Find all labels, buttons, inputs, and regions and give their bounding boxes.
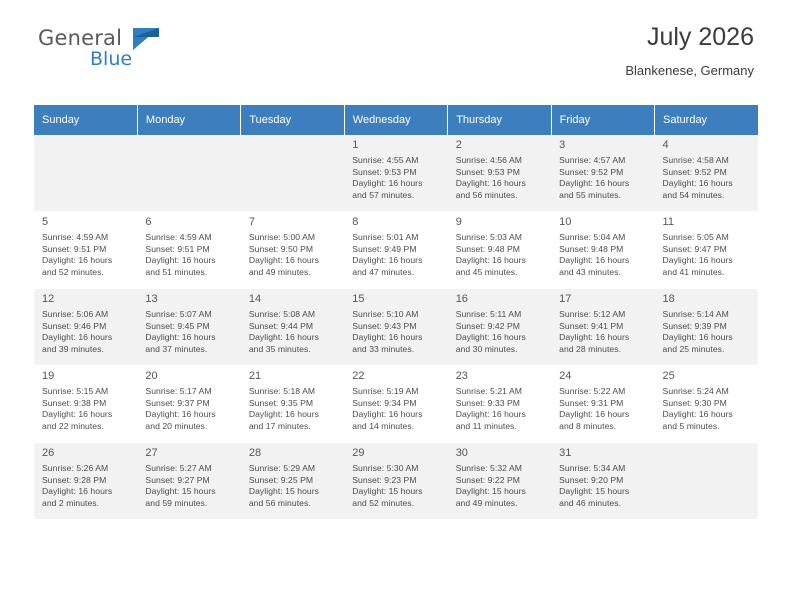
day-number: 20 bbox=[145, 370, 158, 382]
day-info-line: Sunset: 9:47 PM bbox=[662, 243, 727, 254]
calendar-day-cell bbox=[241, 443, 344, 520]
day-info-line: Sunrise: 5:17 AM bbox=[145, 386, 212, 396]
day-info-line: Sunset: 9:48 PM bbox=[559, 243, 624, 254]
day-info-line: Sunset: 9:23 PM bbox=[352, 474, 417, 485]
day-number: 10 bbox=[559, 216, 572, 228]
calendar-day-cell bbox=[137, 212, 240, 289]
day-info-line: Sunset: 9:49 PM bbox=[352, 243, 417, 254]
day-number: 25 bbox=[662, 370, 675, 382]
calendar-day-cell bbox=[344, 289, 447, 366]
day-sun-info bbox=[456, 309, 545, 355]
day-sun-info bbox=[663, 386, 752, 432]
day-info-line: Daylight: 15 hours bbox=[455, 486, 526, 497]
day-info-line: and 52 minutes. bbox=[42, 266, 104, 277]
day-number: 15 bbox=[352, 293, 365, 305]
day-info-line: Sunrise: 5:04 AM bbox=[559, 232, 626, 242]
day-sun-info bbox=[352, 463, 441, 509]
day-30 bbox=[448, 443, 551, 519]
calendar-day-cell bbox=[344, 443, 447, 520]
day-sun-info bbox=[145, 309, 234, 355]
triangle-logo-icon-secondary bbox=[133, 28, 159, 37]
calendar-day-cell bbox=[655, 366, 758, 443]
day-info-line: Sunset: 9:51 PM bbox=[42, 243, 107, 254]
day-info-line: Sunrise: 5:18 AM bbox=[248, 386, 316, 396]
day-sun-info bbox=[145, 463, 234, 509]
day-info-line: Sunrise: 4:59 AM bbox=[42, 232, 109, 242]
day-info-line: and 8 minutes. bbox=[559, 420, 617, 431]
calendar-day-cell bbox=[137, 443, 240, 520]
day-info-line: Sunrise: 5:14 AM bbox=[662, 309, 729, 319]
day-info-line: Daylight: 16 hours bbox=[559, 178, 630, 189]
calendar-day-cell bbox=[448, 443, 551, 520]
day-info-line: Sunset: 9:34 PM bbox=[352, 397, 417, 408]
day-info-line: Sunset: 9:53 PM bbox=[455, 166, 520, 177]
calendar-day-cell bbox=[655, 289, 758, 366]
day-number: 2 bbox=[455, 139, 462, 151]
day-info-line: Sunrise: 5:19 AM bbox=[352, 386, 419, 396]
day-info-line: and 22 minutes. bbox=[42, 420, 104, 431]
calendar-day-cell bbox=[551, 135, 654, 212]
day-info-line: and 54 minutes. bbox=[662, 189, 725, 200]
day-sun-info bbox=[559, 309, 648, 355]
day-info-line: Daylight: 16 hours bbox=[455, 332, 526, 343]
day-info-line: Daylight: 16 hours bbox=[248, 409, 320, 420]
day-28 bbox=[241, 443, 344, 519]
day-number: 26 bbox=[42, 447, 55, 459]
day-29 bbox=[344, 443, 447, 519]
day-info-line: and 28 minutes. bbox=[559, 343, 622, 354]
day-13 bbox=[137, 289, 240, 365]
day-sun-info bbox=[663, 155, 752, 201]
day-number: 16 bbox=[455, 293, 468, 305]
day-sun-info bbox=[249, 386, 338, 432]
day-info-line: Daylight: 16 hours bbox=[662, 255, 733, 266]
day-info-line: Sunset: 9:42 PM bbox=[455, 320, 520, 331]
day-22 bbox=[344, 366, 447, 442]
day-empty bbox=[655, 443, 758, 519]
day-info-line: Sunrise: 5:30 AM bbox=[352, 463, 419, 473]
day-empty bbox=[34, 135, 137, 211]
day-number: 11 bbox=[662, 216, 674, 228]
day-sun-info bbox=[249, 309, 338, 355]
day-info-line: Sunrise: 5:29 AM bbox=[248, 463, 316, 473]
day-info-line: Sunrise: 5:05 AM bbox=[662, 232, 729, 242]
day-empty bbox=[241, 135, 344, 211]
day-info-line: Sunrise: 5:08 AM bbox=[248, 309, 316, 319]
day-9 bbox=[448, 212, 551, 288]
day-number: 23 bbox=[455, 370, 468, 382]
day-info-line: Daylight: 16 hours bbox=[352, 255, 423, 266]
day-empty bbox=[137, 135, 240, 211]
day-number: 6 bbox=[145, 216, 152, 228]
day-info-line: and 17 minutes. bbox=[248, 420, 311, 431]
calendar-day-cell bbox=[34, 366, 137, 443]
day-info-line: Sunset: 9:48 PM bbox=[455, 243, 520, 254]
day-2 bbox=[448, 135, 551, 211]
day-20 bbox=[137, 366, 240, 442]
day-5 bbox=[34, 212, 137, 288]
day-info-line: Sunset: 9:52 PM bbox=[559, 166, 624, 177]
logo-text-blue: Blue bbox=[90, 48, 133, 70]
day-info-line: and 35 minutes. bbox=[248, 343, 311, 354]
day-7 bbox=[241, 212, 344, 288]
calendar-week-row bbox=[34, 289, 758, 366]
day-info-line: Sunset: 9:39 PM bbox=[662, 320, 727, 331]
day-number: 1 bbox=[352, 139, 359, 151]
general-blue-logo bbox=[38, 26, 238, 74]
day-sun-info bbox=[559, 232, 648, 278]
day-info-line: Sunset: 9:46 PM bbox=[42, 320, 107, 331]
day-info-line: Sunset: 9:50 PM bbox=[248, 243, 314, 254]
calendar-day-cell bbox=[34, 289, 137, 366]
title-block bbox=[625, 22, 754, 79]
day-info-line: Sunset: 9:31 PM bbox=[559, 397, 624, 408]
day-info-line: and 41 minutes. bbox=[662, 266, 725, 277]
day-info-line: Sunset: 9:52 PM bbox=[662, 166, 727, 177]
day-info-line: Daylight: 15 hours bbox=[352, 486, 423, 497]
day-info-line: Sunrise: 4:57 AM bbox=[559, 155, 626, 165]
day-sun-info bbox=[352, 309, 441, 355]
day-info-line: Daylight: 16 hours bbox=[42, 255, 113, 266]
day-24 bbox=[551, 366, 654, 442]
day-info-line: Sunset: 9:30 PM bbox=[662, 397, 727, 408]
day-info-line: and 39 minutes. bbox=[42, 343, 104, 354]
day-info-line: Sunset: 9:51 PM bbox=[145, 243, 210, 254]
day-info-line: Sunset: 9:44 PM bbox=[248, 320, 314, 331]
day-number: 29 bbox=[352, 447, 365, 459]
page-title: July 2026 bbox=[646, 23, 754, 51]
day-info-line: Sunrise: 5:01 AM bbox=[352, 232, 419, 242]
calendar-day-cell bbox=[551, 289, 654, 366]
day-info-line: Sunrise: 5:07 AM bbox=[145, 309, 212, 319]
day-info-line: Daylight: 16 hours bbox=[662, 178, 733, 189]
day-number: 13 bbox=[145, 293, 158, 305]
day-number: 5 bbox=[42, 216, 49, 228]
calendar-day-cell bbox=[241, 366, 344, 443]
calendar-day-cell bbox=[448, 289, 551, 366]
day-info-line: Daylight: 16 hours bbox=[559, 409, 630, 420]
calendar-week-row bbox=[34, 212, 758, 289]
day-info-line: Sunrise: 5:24 AM bbox=[662, 386, 729, 396]
day-21 bbox=[241, 366, 344, 442]
day-info-line: Daylight: 16 hours bbox=[455, 178, 526, 189]
day-19 bbox=[34, 366, 137, 442]
day-info-line: Daylight: 16 hours bbox=[145, 332, 216, 343]
day-23 bbox=[448, 366, 551, 442]
calendar-day-cell bbox=[241, 135, 344, 212]
day-info-line: Daylight: 16 hours bbox=[145, 255, 216, 266]
weekday-header-tuesday: Tuesday bbox=[241, 105, 344, 135]
day-number: 12 bbox=[42, 293, 55, 305]
calendar-day-cell bbox=[551, 212, 654, 289]
day-info-line: Daylight: 16 hours bbox=[559, 255, 630, 266]
day-info-line: and 2 minutes. bbox=[42, 497, 100, 508]
weekday-header-row bbox=[34, 105, 758, 135]
weekday-header-saturday: Saturday bbox=[655, 105, 758, 135]
day-sun-info bbox=[663, 309, 752, 355]
calendar-day-cell bbox=[344, 366, 447, 443]
day-info-line: Sunrise: 4:59 AM bbox=[145, 232, 212, 242]
day-info-line: and 55 minutes. bbox=[559, 189, 622, 200]
day-info-line: and 37 minutes. bbox=[145, 343, 208, 354]
day-sun-info bbox=[456, 232, 545, 278]
day-26 bbox=[34, 443, 137, 519]
day-sun-info bbox=[456, 155, 545, 201]
day-number: 4 bbox=[662, 139, 669, 151]
day-info-line: and 11 minutes. bbox=[455, 420, 517, 431]
day-info-line: and 43 minutes. bbox=[559, 266, 622, 277]
day-info-line: Sunrise: 4:55 AM bbox=[352, 155, 419, 165]
calendar-week-row bbox=[34, 366, 758, 443]
day-info-line: Daylight: 16 hours bbox=[455, 255, 526, 266]
day-info-line: Sunrise: 5:27 AM bbox=[145, 463, 212, 473]
day-sun-info bbox=[559, 155, 648, 201]
day-number: 8 bbox=[352, 216, 359, 228]
day-info-line: and 59 minutes. bbox=[145, 497, 208, 508]
day-sun-info bbox=[663, 232, 752, 278]
calendar-day-cell bbox=[448, 366, 551, 443]
day-number: 3 bbox=[559, 139, 566, 151]
day-info-line: and 30 minutes. bbox=[455, 343, 518, 354]
day-info-line: Daylight: 15 hours bbox=[559, 486, 630, 497]
day-number: 14 bbox=[248, 293, 262, 305]
day-sun-info bbox=[42, 386, 131, 432]
day-info-line: Daylight: 16 hours bbox=[248, 332, 320, 343]
weekday-header-thursday: Thursday bbox=[448, 105, 551, 135]
day-info-line: and 49 minutes. bbox=[248, 266, 311, 277]
calendar-day-cell bbox=[137, 366, 240, 443]
day-info-line: Sunrise: 5:03 AM bbox=[455, 232, 522, 242]
calendar-day-cell bbox=[34, 212, 137, 289]
day-18 bbox=[655, 289, 758, 365]
day-number: 24 bbox=[559, 370, 572, 382]
logo-text-general: General bbox=[38, 26, 123, 50]
day-info-line: and 52 minutes. bbox=[352, 497, 415, 508]
day-number: 22 bbox=[352, 370, 365, 382]
day-27 bbox=[137, 443, 240, 519]
day-sun-info bbox=[249, 232, 338, 278]
day-sun-info bbox=[249, 463, 338, 509]
day-1 bbox=[344, 135, 447, 211]
calendar-day-cell bbox=[551, 443, 654, 520]
calendar-day-cell bbox=[137, 135, 240, 212]
day-info-line: Daylight: 16 hours bbox=[455, 409, 526, 420]
day-info-line: Daylight: 16 hours bbox=[42, 486, 113, 497]
day-info-line: Sunset: 9:35 PM bbox=[248, 397, 314, 408]
day-info-line: Sunset: 9:38 PM bbox=[42, 397, 107, 408]
day-number: 9 bbox=[455, 216, 462, 228]
day-number: 27 bbox=[145, 447, 158, 459]
weekday-header-friday: Friday bbox=[551, 105, 654, 135]
day-info-line: Sunset: 9:41 PM bbox=[559, 320, 624, 331]
day-info-line: Daylight: 16 hours bbox=[662, 332, 733, 343]
day-info-line: and 14 minutes. bbox=[352, 420, 415, 431]
day-3 bbox=[551, 135, 654, 211]
calendar-day-cell bbox=[34, 135, 137, 212]
day-info-line: Daylight: 15 hours bbox=[248, 486, 320, 497]
day-sun-info bbox=[559, 386, 648, 432]
day-sun-info bbox=[559, 463, 648, 509]
day-15 bbox=[344, 289, 447, 365]
weekday-header-wednesday: Wednesday bbox=[344, 105, 447, 135]
day-info-line: Sunset: 9:33 PM bbox=[455, 397, 520, 408]
day-info-line: Sunset: 9:37 PM bbox=[145, 397, 210, 408]
day-sun-info bbox=[145, 232, 234, 278]
day-sun-info bbox=[42, 309, 131, 355]
day-info-line: Sunset: 9:25 PM bbox=[248, 474, 314, 485]
day-8 bbox=[344, 212, 447, 288]
day-number: 21 bbox=[248, 370, 262, 382]
day-info-line: Sunset: 9:22 PM bbox=[455, 474, 520, 485]
calendar-day-cell bbox=[655, 212, 758, 289]
day-sun-info bbox=[352, 386, 441, 432]
day-info-line: Sunrise: 5:21 AM bbox=[455, 386, 522, 396]
day-info-line: Daylight: 16 hours bbox=[145, 409, 216, 420]
calendar-day-cell bbox=[655, 135, 758, 212]
calendar-body bbox=[34, 135, 758, 520]
day-31 bbox=[551, 443, 654, 519]
day-info-line: Sunrise: 5:10 AM bbox=[352, 309, 419, 319]
day-info-line: Sunrise: 4:56 AM bbox=[455, 155, 522, 165]
calendar-week-row bbox=[34, 443, 758, 520]
calendar-day-cell bbox=[448, 212, 551, 289]
day-sun-info bbox=[456, 386, 545, 432]
day-sun-info bbox=[145, 386, 234, 432]
day-info-line: Daylight: 16 hours bbox=[42, 409, 113, 420]
day-14 bbox=[241, 289, 344, 365]
day-info-line: Sunset: 9:53 PM bbox=[352, 166, 417, 177]
weekday-header-monday: Monday bbox=[137, 105, 240, 135]
day-info-line: and 45 minutes. bbox=[455, 266, 518, 277]
day-16 bbox=[448, 289, 551, 365]
sunrise-sunset-calendar bbox=[34, 105, 758, 520]
day-4 bbox=[655, 135, 758, 211]
day-info-line: and 56 minutes. bbox=[248, 497, 311, 508]
day-info-line: Sunset: 9:43 PM bbox=[352, 320, 417, 331]
day-info-line: Sunrise: 5:15 AM bbox=[42, 386, 109, 396]
day-info-line: Sunrise: 5:06 AM bbox=[42, 309, 109, 319]
day-info-line: Sunset: 9:27 PM bbox=[145, 474, 210, 485]
day-number: 7 bbox=[248, 216, 255, 228]
day-info-line: Sunrise: 5:12 AM bbox=[559, 309, 626, 319]
location-subtitle: Blankenese, Germany bbox=[625, 63, 754, 78]
calendar-day-cell bbox=[551, 366, 654, 443]
calendar-day-cell bbox=[344, 135, 447, 212]
day-6 bbox=[137, 212, 240, 288]
day-number: 28 bbox=[248, 447, 262, 459]
day-info-line: and 33 minutes. bbox=[352, 343, 415, 354]
day-17 bbox=[551, 289, 654, 365]
day-number: 18 bbox=[662, 293, 675, 305]
day-sun-info bbox=[352, 155, 441, 201]
day-info-line: and 51 minutes. bbox=[145, 266, 208, 277]
day-info-line: Sunset: 9:28 PM bbox=[42, 474, 107, 485]
day-info-line: Sunrise: 5:26 AM bbox=[42, 463, 109, 473]
calendar-day-cell bbox=[344, 212, 447, 289]
day-11 bbox=[655, 212, 758, 288]
day-info-line: Sunrise: 5:32 AM bbox=[455, 463, 522, 473]
day-25 bbox=[655, 366, 758, 442]
page-header bbox=[34, 0, 758, 78]
day-info-line: and 20 minutes. bbox=[145, 420, 208, 431]
day-info-line: Daylight: 16 hours bbox=[352, 178, 423, 189]
calendar-day-cell bbox=[655, 443, 758, 520]
day-number: 31 bbox=[559, 447, 572, 459]
day-info-line: Sunrise: 5:22 AM bbox=[559, 386, 626, 396]
day-info-line: Sunset: 9:20 PM bbox=[559, 474, 624, 485]
day-info-line: Sunrise: 5:34 AM bbox=[559, 463, 626, 473]
day-info-line: and 25 minutes. bbox=[662, 343, 725, 354]
day-info-line: and 49 minutes. bbox=[455, 497, 518, 508]
day-info-line: Daylight: 16 hours bbox=[662, 409, 733, 420]
day-info-line: Sunrise: 5:00 AM bbox=[248, 232, 316, 242]
day-info-line: and 47 minutes. bbox=[352, 266, 415, 277]
day-info-line: and 46 minutes. bbox=[559, 497, 622, 508]
day-info-line: and 56 minutes. bbox=[455, 189, 518, 200]
day-number: 30 bbox=[455, 447, 468, 459]
calendar-day-cell bbox=[137, 289, 240, 366]
day-info-line: Daylight: 16 hours bbox=[352, 332, 423, 343]
day-sun-info bbox=[42, 232, 131, 278]
day-info-line: and 57 minutes. bbox=[352, 189, 415, 200]
day-info-line: Daylight: 16 hours bbox=[352, 409, 423, 420]
day-number: 19 bbox=[42, 370, 55, 382]
day-sun-info bbox=[456, 463, 545, 509]
day-12 bbox=[34, 289, 137, 365]
day-info-line: Sunset: 9:45 PM bbox=[145, 320, 210, 331]
day-info-line: Daylight: 15 hours bbox=[145, 486, 216, 497]
day-info-line: Daylight: 16 hours bbox=[559, 332, 630, 343]
calendar-day-cell bbox=[241, 289, 344, 366]
day-info-line: Daylight: 16 hours bbox=[42, 332, 113, 343]
weekday-header-sunday: Sunday bbox=[34, 105, 137, 135]
day-sun-info bbox=[352, 232, 441, 278]
day-info-line: and 5 minutes. bbox=[662, 420, 720, 431]
calendar-day-cell bbox=[241, 212, 344, 289]
day-number: 17 bbox=[559, 293, 572, 305]
day-10 bbox=[551, 212, 654, 288]
day-info-line: Daylight: 16 hours bbox=[248, 255, 320, 266]
day-info-line: Sunrise: 4:58 AM bbox=[662, 155, 729, 165]
calendar-week-row bbox=[34, 135, 758, 212]
day-info-line: Sunrise: 5:11 AM bbox=[455, 309, 522, 319]
calendar-day-cell bbox=[34, 443, 137, 520]
calendar-day-cell bbox=[448, 135, 551, 212]
day-sun-info bbox=[42, 463, 131, 509]
